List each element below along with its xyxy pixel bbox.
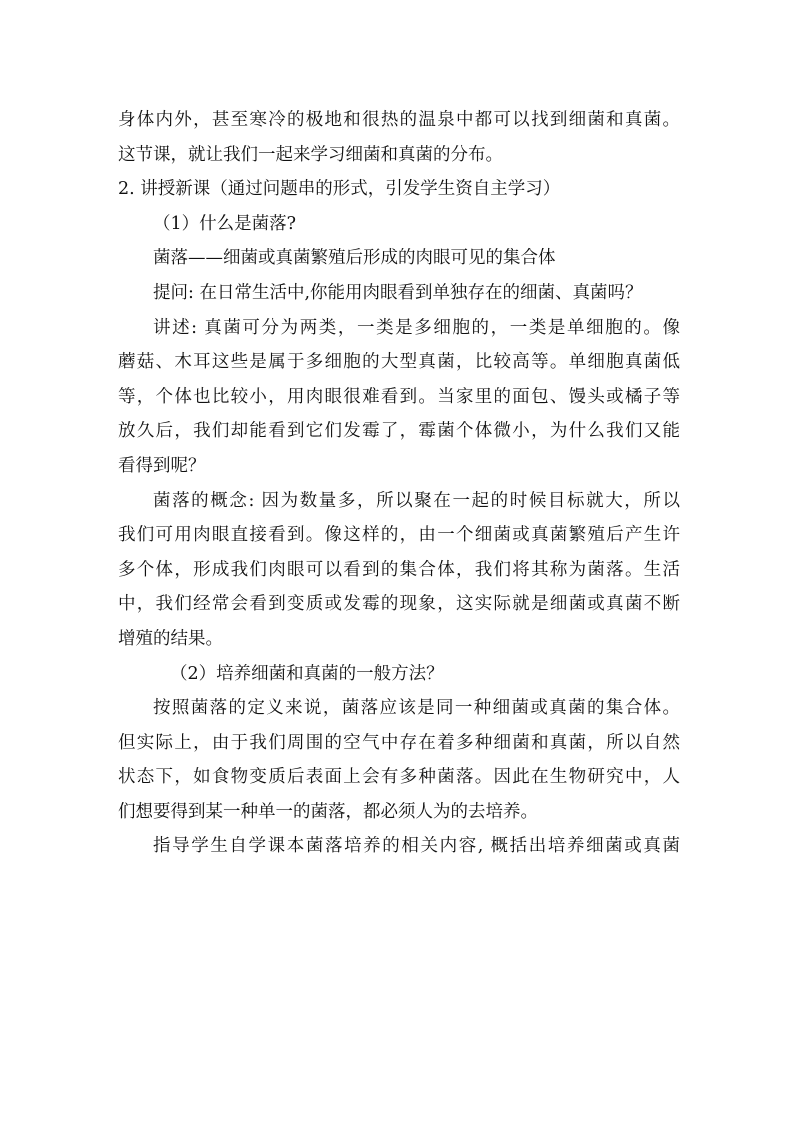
- paragraph-line: 中，我们经常会看到变质或发霉的现象，这实际就是细菌或真菌不断: [118, 594, 680, 615]
- paragraph-line: 身体内外，甚至寒冷的极地和很热的温泉中都可以找到细菌和真菌。: [118, 110, 680, 130]
- subsection-heading: （2）培养细菌和真菌的一般方法？: [170, 663, 444, 684]
- paragraph-line: 们想要得到某一种单一的菌落，都必须人为的去培养。: [118, 801, 538, 822]
- paragraph-line: 指导学生自学课本菌落培养的相关内容, 概括出培养细菌或真菌: [153, 836, 680, 857]
- paragraph-line: 菌落的概念: 因为数量多，所以聚在一起的时候目标就大，所以: [153, 490, 680, 511]
- paragraph-line: 这节课，就让我们一起来学习细菌和真菌的分布。: [118, 144, 503, 165]
- definition-line: 菌落——细菌或真菌繁殖后形成的肉眼可见的集合体: [153, 248, 556, 269]
- subsection-heading: （1）什么是菌落?: [153, 213, 297, 234]
- paragraph-line: 看得到呢？: [118, 455, 206, 476]
- paragraph-line: 放久后，我们却能看到它们发霉了，霉菌个体微小，为什么我们又能: [118, 421, 680, 442]
- paragraph-line: 按照菌落的定义来说，菌落应该是同一种细菌或真菌的集合体。: [153, 698, 680, 719]
- paragraph-line: 多个体，形成我们肉眼可以看到的集合体，我们将其称为菌落。生活: [118, 559, 680, 580]
- paragraph-line: 增殖的结果。: [118, 628, 223, 649]
- paragraph-line: 蘑菇、木耳这些是属于多细胞的大型真菌，比较高等。单细胞真菌低: [118, 352, 680, 373]
- paragraph-line: 等，个体也比较小，用肉眼很难看到。当家里的面包、馒头或橘子等: [118, 386, 680, 407]
- paragraph-line: 我们可用肉眼直接看到。像这样的，由一个细菌或真菌繁殖后产生许: [118, 525, 680, 546]
- paragraph-line: 但实际上，由于我们周围的空气中存在着多种细菌和真菌，所以自然: [118, 732, 680, 753]
- document-body: [118, 103, 680, 864]
- question-line: 提问: 在日常生活中,你能用肉眼看到单独存在的细菌、真菌吗？: [153, 282, 643, 303]
- paragraph-line: 讲述: 真菌可分为两类，一类是多细胞的，一类是单细胞的。像: [153, 317, 680, 338]
- paragraph-line: 状态下，如食物变质后表面上会有多种菌落。因此在生物研究中，人: [118, 767, 680, 788]
- section-heading: 2. 讲授新课（通过问题串的形式，引发学生资自主学习）: [118, 179, 561, 200]
